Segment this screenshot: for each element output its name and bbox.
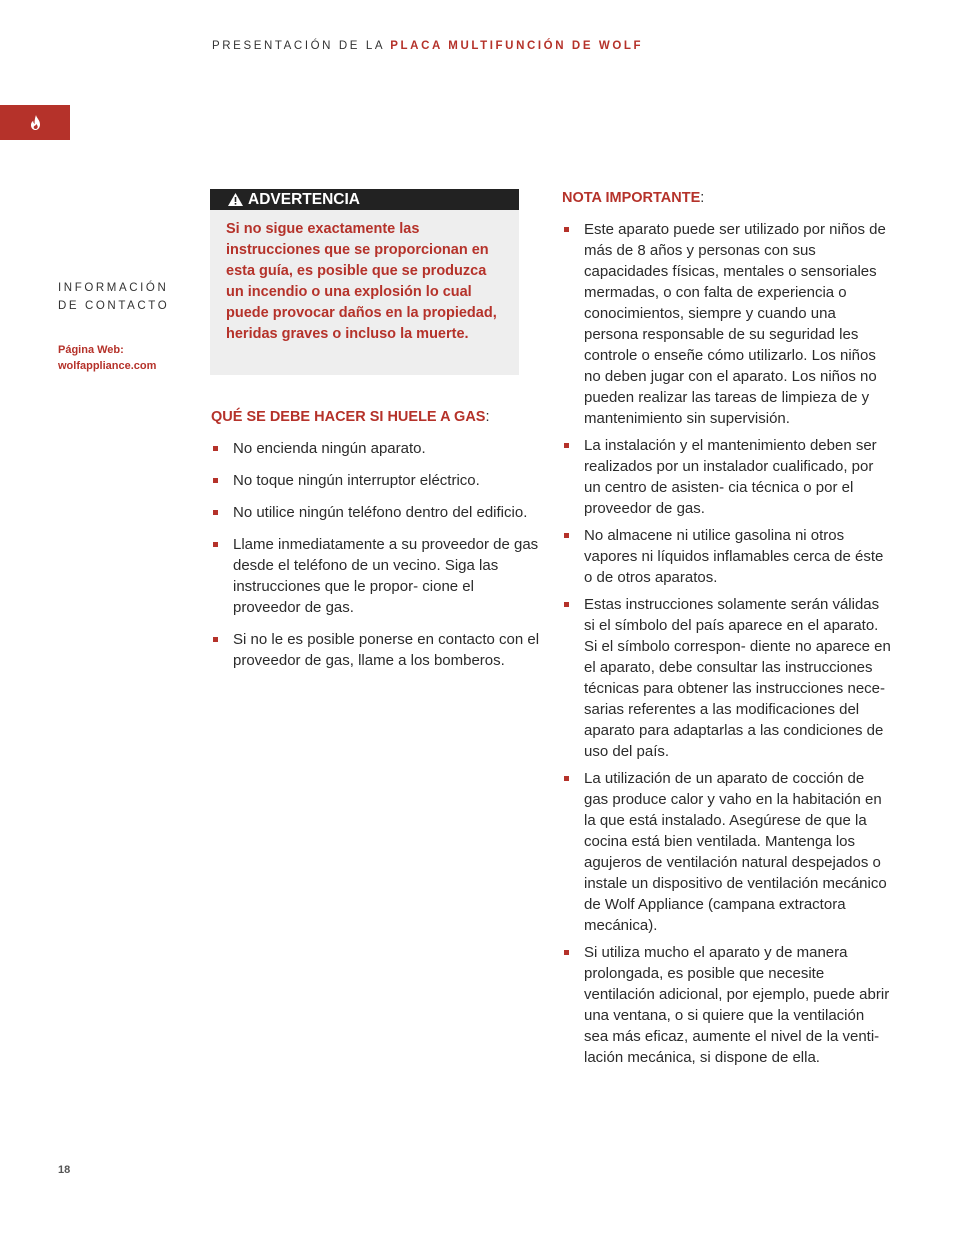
gas-section-heading [211,409,490,425]
web-label: Página Web: [58,344,124,356]
contact-heading-line2: DE CONTACTO [58,300,170,312]
gas-heading-colon: : [485,409,490,425]
list-item: Si no le es posible ponerse en contacto con el proveedor de gas, llame a los bomberos. [211,629,541,671]
gas-heading-text: QUÉ SE DEBE HACER SI HUELE A GAS [211,409,486,425]
bullet-icon [564,227,569,232]
bullet-icon [564,533,569,538]
list-item: Este aparato puede ser utilizado por niños de más de 8 años y personas con sus capacidades físicas, mentales o sensoriales mermadas, o con falta de experiencia o conocimientos, siempre y cuando una persona responsable de su seguridad les controle o enseñe cómo utilizarlo. Los niños no deben jugar con el aparato. Los niños no pueden realizar las tareas de limpieza de y mantenimiento sin supervisión. [562,219,892,429]
warning-triangle-icon [228,193,243,206]
list-item: Si utiliza mucho el aparato y de manera prolongada, es posible que necesite ventilación adicional, por ejemplo, puede abrir una ventana, o si quiere que la ventilación sea más eficaz, aumente el nivel de la venti- lación mecánica, si dispone de ella. [562,942,892,1068]
list-item: Estas instrucciones solamente serán válidas si el símbolo del país aparece en el aparato. Si el símbolo correspon- diente no aparece en el aparato, debe consultar las instrucciones técnicas para obtener las instrucciones nece- sarias referentes a las modificaciones del aparato para adaptarlas a las condiciones de uso del país. [562,594,892,762]
bullet-icon [564,602,569,607]
bullet-icon [564,950,569,955]
list-item: No encienda ningún aparato. [211,438,541,459]
list-item: No toque ningún interruptor eléctrico. [211,470,541,491]
important-heading-colon: : [700,190,705,206]
section-tab [0,105,70,140]
flame-icon [30,115,41,130]
contact-heading [58,279,169,315]
bullet-icon [564,776,569,781]
bullet-icon [213,542,218,547]
warning-title-bar [210,189,519,210]
important-list [562,219,892,1074]
important-section-heading [562,190,704,206]
bullet-icon [564,443,569,448]
list-item: No utilice ningún teléfono dentro del edificio. [211,502,541,523]
bullet-icon [213,478,218,483]
list-item: La utilización de un aparato de cocción de gas produce calor y vaho en la habitación en la que está instalado. Asegúrese de que la cocina está bien ventilada. Mantenga los agujeros de ventilación natural despejados o instale un dispositivo de ventilación mecánico de Wolf Appliance (campana extractora mecánica). [562,768,892,936]
list-item: No almacene ni utilice gasolina ni otros vapores ni líquidos inflamables cerca de éste o de otros aparatos. [562,525,892,588]
bullet-icon [213,637,218,642]
contact-heading-line1: INFORMACIÓN [58,282,169,294]
list-item: Llame inmediatamente a su proveedor de gas desde el teléfono de un vecino. Siga las instrucciones que le propor- cione el proveedor de gas. [211,534,541,618]
important-heading-text: NOTA IMPORTANTE [562,190,701,206]
header-prefix: PRESENTACIÓN DE LA [212,40,385,52]
header-brand: PLACA MULTIFUNCIÓN DE WOLF [390,40,644,52]
web-url-link[interactable]: wolfappliance.com [58,360,157,372]
warning-title: ADVERTENCIA [248,190,360,208]
gas-list [211,438,541,682]
warning-box [210,189,519,375]
bullet-icon [213,510,218,515]
contact-web [58,342,156,374]
bullet-icon [213,446,218,451]
page-number: 18 [58,1164,71,1176]
page-header [212,40,643,52]
list-item: La instalación y el mantenimiento deben ser realizados por un instalador cualificado, por un centro de asisten- cia técnica o por el proveedor de gas. [562,435,892,519]
warning-text: Si no sigue exactamente las instrucciones que se proporcionan en esta guía, es posible que se produzca un incendio o una explosión lo cual puede provocar daños en la propiedad, heridas graves o incluso la muerte. [226,221,497,342]
